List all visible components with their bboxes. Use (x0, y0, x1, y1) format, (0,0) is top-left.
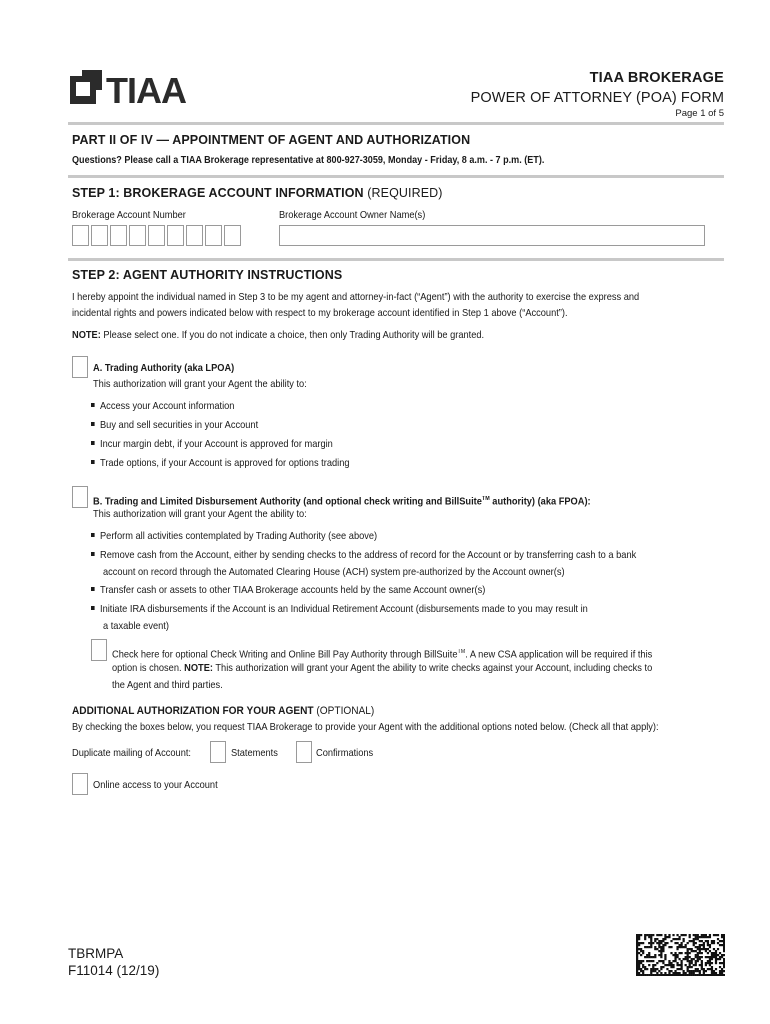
additional-intro: By checking the boxes below, you request TIAA Brokerage to provide your Agent with the additional options noted below. (Check all that apply): (72, 722, 659, 733)
account-digit-box[interactable] (205, 225, 222, 246)
disbursement-authority-checkbox[interactable] (72, 486, 88, 508)
check-writing-checkbox[interactable] (91, 639, 107, 661)
step1-title-text: STEP 1: BROKERAGE ACCOUNT INFORMATION (72, 186, 364, 200)
option-a-title: A. Trading Authority (aka LPOA) (93, 363, 235, 374)
divider (68, 175, 724, 178)
tiaa-logo (68, 70, 208, 110)
tm-mark: TM (457, 649, 466, 655)
list-item-continued: account on record through the Automated Clearing House (ACH) system pre-authorized by the Account owner(s) (103, 567, 565, 578)
list-item-continued: a taxable event) (103, 621, 169, 632)
list-item: Transfer cash or assets to other TIAA Brokerage accounts held by the same Account owner(s) (91, 585, 485, 596)
logo-text: TIAA (106, 70, 186, 110)
online-access-label: Online access to your Account (93, 780, 218, 791)
step1-required: (REQUIRED) (367, 186, 443, 200)
account-digit-box[interactable] (167, 225, 184, 246)
list-item: Buy and sell securities in your Account (91, 420, 258, 431)
check-writing-line1: Check here for optional Check Writing and Online Bill Pay Authority through BillSuite™. A new CSA application will be required if this (112, 649, 653, 661)
barcode (636, 934, 725, 976)
account-digit-box[interactable] (72, 225, 89, 246)
divider (68, 258, 724, 261)
step1-title (72, 186, 443, 200)
form-number: F11014 (12/19) (68, 963, 160, 978)
option-a-desc: This authorization will grant your Agent the ability to: (93, 379, 307, 390)
confirmations-label: Confirmations (316, 748, 374, 759)
tiaa-logo-mark (68, 70, 208, 110)
tm-mark: TM (481, 496, 490, 502)
step2-intro-line2: incidental rights and powers indicated below with respect to my brokerage account identified in Step 1 above (“Account”). (72, 308, 568, 319)
list-item: Trade options, if your Account is approved for options trading (91, 458, 350, 469)
list-item: Access your Account information (91, 401, 234, 412)
note-text: Please select one. If you do not indicate a choice, then only Trading Authority will be granted. (103, 330, 485, 341)
check-writing-line2: option is chosen. NOTE: This authorization will grant your Agent the ability to write checks against your Account, including checks to (112, 663, 653, 674)
list-item: Perform all activities contemplated by Trading Authority (see above) (91, 531, 377, 542)
form-code: TBRMPA (68, 946, 124, 961)
owner-name-field[interactable] (279, 225, 705, 246)
statements-checkbox[interactable] (210, 741, 226, 763)
owner-name-label: Brokerage Account Owner Name(s) (279, 210, 426, 221)
account-digit-box[interactable] (186, 225, 203, 246)
step2-intro-line1: I hereby appoint the individual named in Step 3 to be my agent and attorney-in-fact (“Agent”) with the authority to exercise the express and (72, 292, 640, 303)
check-writing-line3: the Agent and third parties. (112, 680, 223, 691)
page-number: Page 1 of 5 (675, 108, 724, 119)
option-b-desc: This authorization will grant your Agent the ability to: (93, 509, 307, 520)
additional-title: ADDITIONAL AUTHORIZATION FOR YOUR AGENT (OPTIONAL) (72, 705, 375, 717)
barcode-graphic (636, 934, 725, 976)
account-number-label: Brokerage Account Number (72, 210, 186, 221)
list-item: Incur margin debt, if your Account is approved for margin (91, 439, 333, 450)
list-item: Initiate IRA disbursements if the Account is an Individual Retirement Account (disbursements made to you may result in (91, 604, 588, 615)
account-digit-box[interactable] (110, 225, 127, 246)
account-digit-box[interactable] (129, 225, 146, 246)
contact-info: Questions? Please call a TIAA Brokerage representative at 800-927-3059, Monday - Friday, 8 a.m. - 7 p.m. (ET). (72, 155, 545, 166)
part-title: PART II OF IV — APPOINTMENT OF AGENT AND AUTHORIZATION (72, 133, 471, 147)
form-brand-title: TIAA BROKERAGE (589, 70, 724, 86)
option-b-title: B. Trading and Limited Disbursement Authority (and optional check writing and BillSuite™ authority) (aka FPOA): (93, 496, 591, 508)
account-digit-box[interactable] (91, 225, 108, 246)
trading-authority-checkbox[interactable] (72, 356, 88, 378)
list-item: Remove cash from the Account, either by sending checks to the address of record for the Account or by transferring cash to a bank (91, 550, 636, 561)
form-title: POWER OF ATTORNEY (POA) FORM (470, 90, 724, 106)
divider (68, 122, 724, 125)
statements-label: Statements (231, 748, 278, 759)
step2-title: STEP 2: AGENT AUTHORITY INSTRUCTIONS (72, 268, 343, 282)
step2-note (72, 328, 484, 344)
note-label: NOTE: (72, 330, 101, 341)
confirmations-checkbox[interactable] (296, 741, 312, 763)
account-digit-box[interactable] (224, 225, 241, 246)
duplicate-mailing-label: Duplicate mailing of Account: (72, 748, 191, 759)
online-access-checkbox[interactable] (72, 773, 88, 795)
account-digit-box[interactable] (148, 225, 165, 246)
